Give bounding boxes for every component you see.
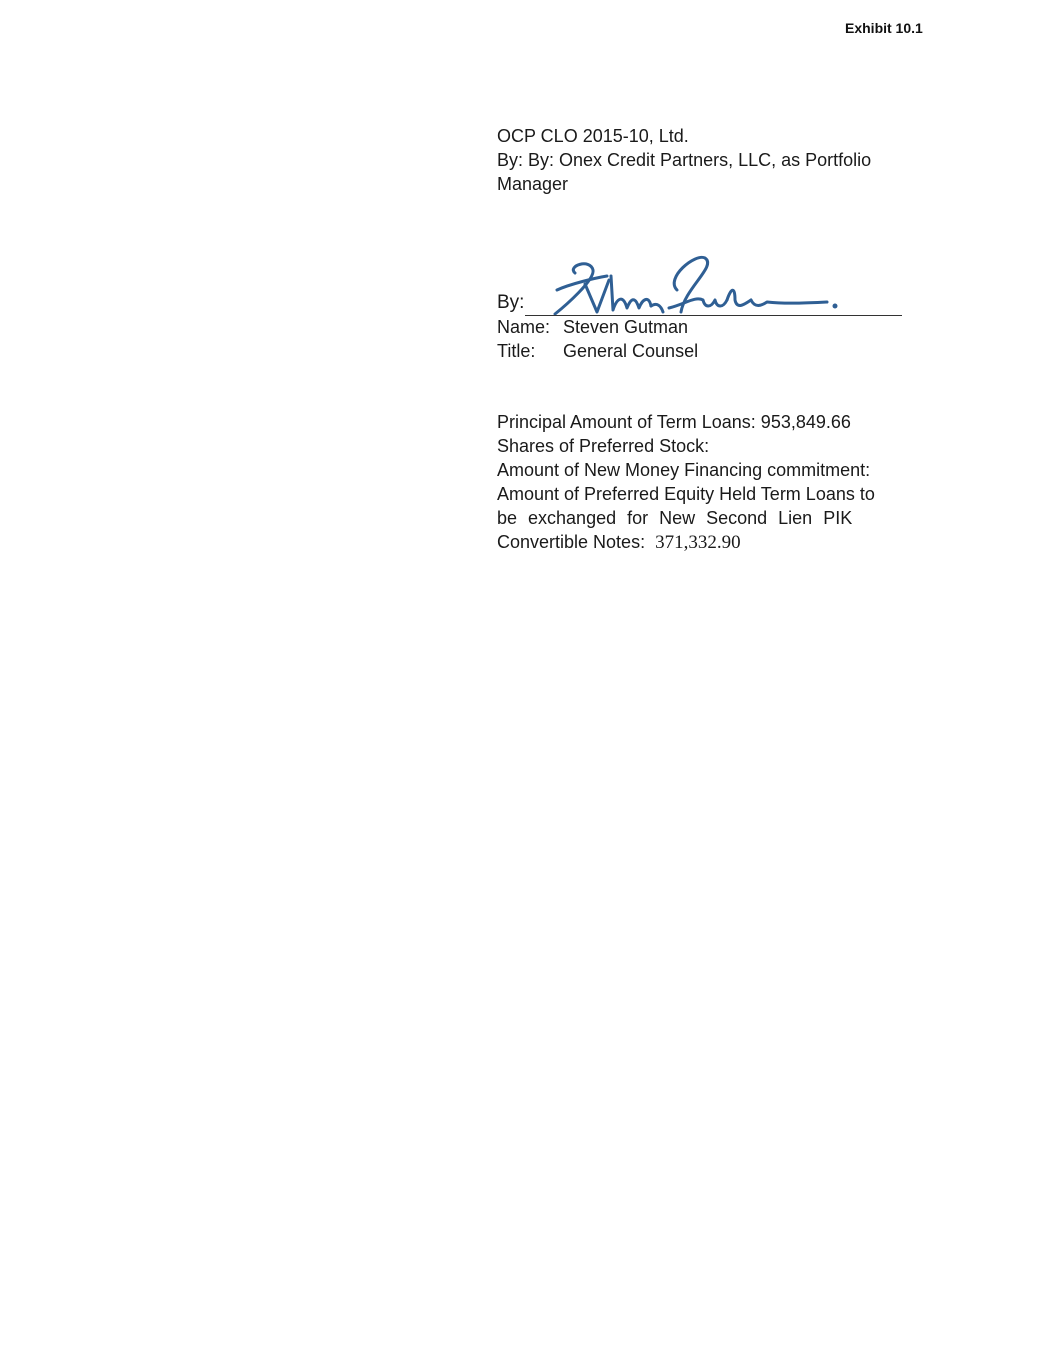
preferred-equity-line-1: Amount of Preferred Equity Held Term Loans to [497,484,875,504]
amounts-block [497,410,917,555]
entity-by-line-cont: Manager [497,174,569,194]
signatory-title-row [497,339,917,363]
exhibit-label: Exhibit 10.1 [845,20,923,36]
signatory-name-row [497,315,917,339]
convertible-notes-label: Convertible Notes: [497,532,646,552]
name-label: Name: [497,317,551,337]
signature-line-row [497,290,902,316]
entity-name: OCP CLO 2015-10, Ltd. [497,126,689,146]
signature-by-label: By: [497,292,525,313]
title-label: Title: [497,341,536,361]
entity-by-line: By: By: Onex Credit Partners, LLC, as Portfolio [497,150,872,170]
convertible-notes-line [497,530,917,555]
entity-block [497,124,917,196]
name-value: Steven Gutman [563,317,689,337]
preferred-shares-line: Shares of Preferred Stock: [497,436,710,456]
principal-amount-line: Principal Amount of Term Loans: 953,849.66 [497,412,851,432]
preferred-equity-line-2: be exchanged for New Second Lien PIK [497,508,853,528]
new-money-line: Amount of New Money Financing commitment: [497,460,871,480]
signatory-details [497,315,917,363]
convertible-notes-value: 371,332.90 [655,532,741,553]
title-value: General Counsel [563,341,699,361]
